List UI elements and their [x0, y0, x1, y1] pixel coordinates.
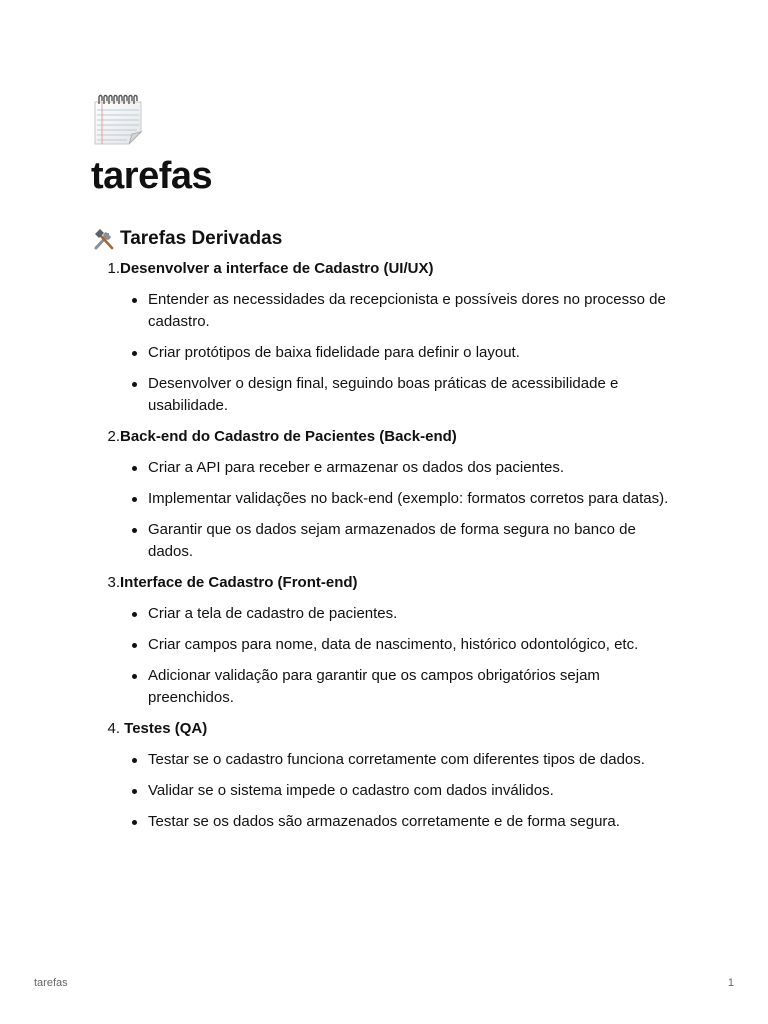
bullet — [92, 780, 148, 802]
list-item: Desenvolver o design final, seguindo boas práticas de acessibilidade e usabilidade. — [92, 373, 682, 417]
bullet — [92, 342, 148, 364]
section-title: Tarefas Derivadas — [120, 228, 283, 249]
task-number: 2. — [107, 428, 120, 445]
page-title: tarefas — [91, 155, 213, 197]
bullet — [92, 488, 148, 510]
footer-title: tarefas — [34, 977, 68, 989]
bullet — [92, 665, 148, 709]
bullet — [92, 519, 148, 563]
bullet — [92, 603, 148, 625]
list-item: Garantir que os dados sejam armazenados de forma segura no banco de dados. — [92, 519, 682, 563]
task-item — [92, 258, 682, 417]
task-item — [92, 426, 682, 563]
bullet — [92, 749, 148, 771]
list-item: Entender as necessidades da recepcionista e possíveis dores no processo de cadastro. — [92, 289, 682, 333]
bullet — [92, 811, 148, 833]
list-item: Criar a API para receber e armazenar os dados dos pacientes. — [92, 457, 682, 479]
list-item: Validar se o sistema impede o cadastro com dados inválidos. — [92, 780, 682, 802]
list-item: Testar se o cadastro funciona corretamente com diferentes tipos de dados. — [92, 749, 682, 771]
bullet — [92, 457, 148, 479]
task-number: 1. — [107, 260, 120, 277]
task-title: Testes (QA) — [120, 720, 208, 737]
notepad-icon — [92, 94, 144, 146]
hammer-and-wrench-icon — [92, 227, 116, 251]
task-list — [92, 258, 682, 842]
list-item: Criar protótipos de baixa fidelidade para definir o layout. — [92, 342, 682, 364]
task-item — [92, 718, 682, 833]
section-header — [92, 226, 282, 252]
task-title: Desenvolver a interface de Cadastro (UI/UX) — [120, 260, 434, 277]
task-number: 3. — [107, 574, 120, 591]
bullet — [92, 289, 148, 333]
bullet — [92, 373, 148, 417]
list-item: Implementar validações no back-end (exemplo: formatos corretos para datas). — [92, 488, 682, 510]
page-number: 1 — [727, 977, 734, 989]
list-item: Criar a tela de cadastro de pacientes. — [92, 603, 682, 625]
bullet — [92, 634, 148, 656]
task-number: 4. — [107, 720, 120, 737]
task-title: Back-end do Cadastro de Pacientes (Back-end) — [120, 428, 457, 445]
list-item: Adicionar validação para garantir que os campos obrigatórios sejam preenchidos. — [92, 665, 682, 709]
list-item: Testar se os dados são armazenados corretamente e de forma segura. — [92, 811, 682, 833]
task-item — [92, 572, 682, 709]
task-title: Interface de Cadastro (Front-end) — [120, 574, 358, 591]
list-item: Criar campos para nome, data de nascimento, histórico odontológico, etc. — [92, 634, 682, 656]
